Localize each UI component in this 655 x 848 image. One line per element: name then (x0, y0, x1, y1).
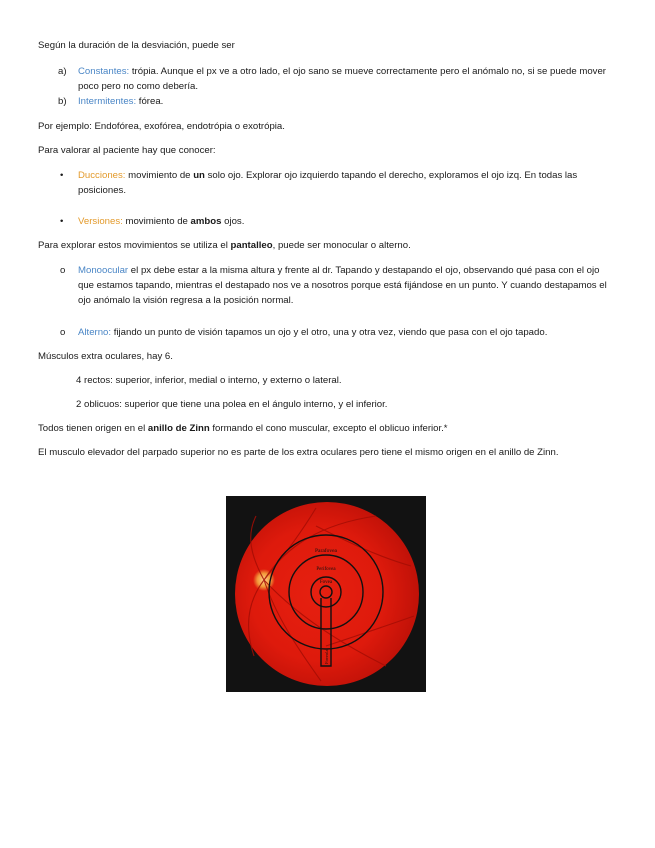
oblicuos-paragraph: 2 oblicuos: superior que tiene una polea en el ángulo interno, y el inferior. (76, 399, 388, 410)
list-item-constantes (78, 64, 618, 94)
assess-paragraph: Para valorar al paciente hay que conocer: (38, 145, 216, 156)
zinn-text-b: formando el cono muscular, excepto el oblicuo inferior.* (209, 423, 448, 434)
list-item-alterno (78, 325, 618, 340)
list-marker-a: a) (58, 66, 67, 77)
term-intermitentes: Intermitentes: (78, 96, 137, 107)
text-versiones-b: ojos. (221, 216, 245, 227)
marker-alterno: o (60, 327, 66, 338)
term-ducciones: Ducciones: (78, 170, 126, 181)
bold-ambos: ambos (190, 216, 222, 227)
bold-pantalleo: pantalleo (230, 240, 273, 251)
term-constantes: Constantes: (78, 66, 130, 77)
zinn-text-a: Todos tienen origen en el (38, 423, 148, 434)
list-item-monoocular (78, 263, 618, 308)
text-versiones-a: movimiento de (122, 216, 191, 227)
list-marker-b: b) (58, 96, 67, 107)
bold-anillo-de-zinn: anillo de Zinn (147, 423, 210, 434)
term-versiones: Versiones: (78, 216, 123, 227)
zinn-paragraph (38, 421, 618, 436)
bold-un: un (193, 170, 205, 181)
pantalleo-paragraph (38, 238, 618, 253)
label-fovea: Fovea (319, 580, 333, 585)
list-item-ducciones (78, 168, 618, 198)
intro-paragraph: Según la duración de la desviación, puede ser (38, 40, 235, 51)
text-alterno: fijando un punto de visión tapamos un ojo y el otro, una y otra vez, viendo que pasa con el ojo tapado. (111, 327, 548, 338)
label-parafovea: Parafovea (315, 548, 337, 554)
example-paragraph: Por ejemplo: Endofórea, exofórea, endotrópia o exotrópia. (38, 121, 285, 132)
term-alterno: Alterno: (78, 327, 112, 338)
label-perifovea: Perifovea (316, 567, 336, 572)
text-constantes: trópia. Aunque el px ve a otro lado, el ojo sano se mueve correctamente pero el anómalo no, si se puede mover poco pero no como debería. (78, 66, 606, 92)
text-monoocular: el px debe estar a la misma altura y frente al dr. Tapando y destapando el ojo, observando qué pasa con el ojo que estamos tapando, mientras el destapado nos ve a nosotros porque está fijándose en un punto. Y cuando destapamos el ojo anómalo la visión regresa a la posición normal. (78, 265, 607, 306)
label-foveola: Foveola (324, 649, 329, 664)
muscles-paragraph: Músculos extra oculares, hay 6. (38, 351, 173, 362)
retina-fundus-image (226, 496, 426, 692)
marker-monoocular: o (60, 265, 66, 276)
text-ducciones-b: solo ojo. Explorar ojo izquierdo tapando el derecho, exploramos el ojo izq. En todas las posiciones. (78, 170, 578, 196)
list-item-versiones (78, 214, 618, 229)
pantalleo-text-b: , puede ser monocular o alterno. (272, 240, 411, 251)
elevador-paragraph: El musculo elevador del parpado superior no es parte de los extra oculares pero tiene el mismo origen en el anillo de Zinn. (38, 447, 559, 458)
list-item-intermitentes (78, 94, 618, 109)
text-intermitentes: fórea. (136, 96, 164, 107)
text-ducciones-a: movimiento de un (125, 170, 205, 181)
rectos-paragraph: 4 rectos: superior, inferior, medial o interno, y externo o lateral. (76, 375, 342, 386)
bullet-ducciones: • (60, 170, 64, 181)
pantalleo-text-a: Para explorar estos movimientos se utiliza el (38, 240, 231, 251)
term-monoocular: Monoocular (78, 265, 129, 276)
bullet-versiones: • (60, 216, 64, 227)
